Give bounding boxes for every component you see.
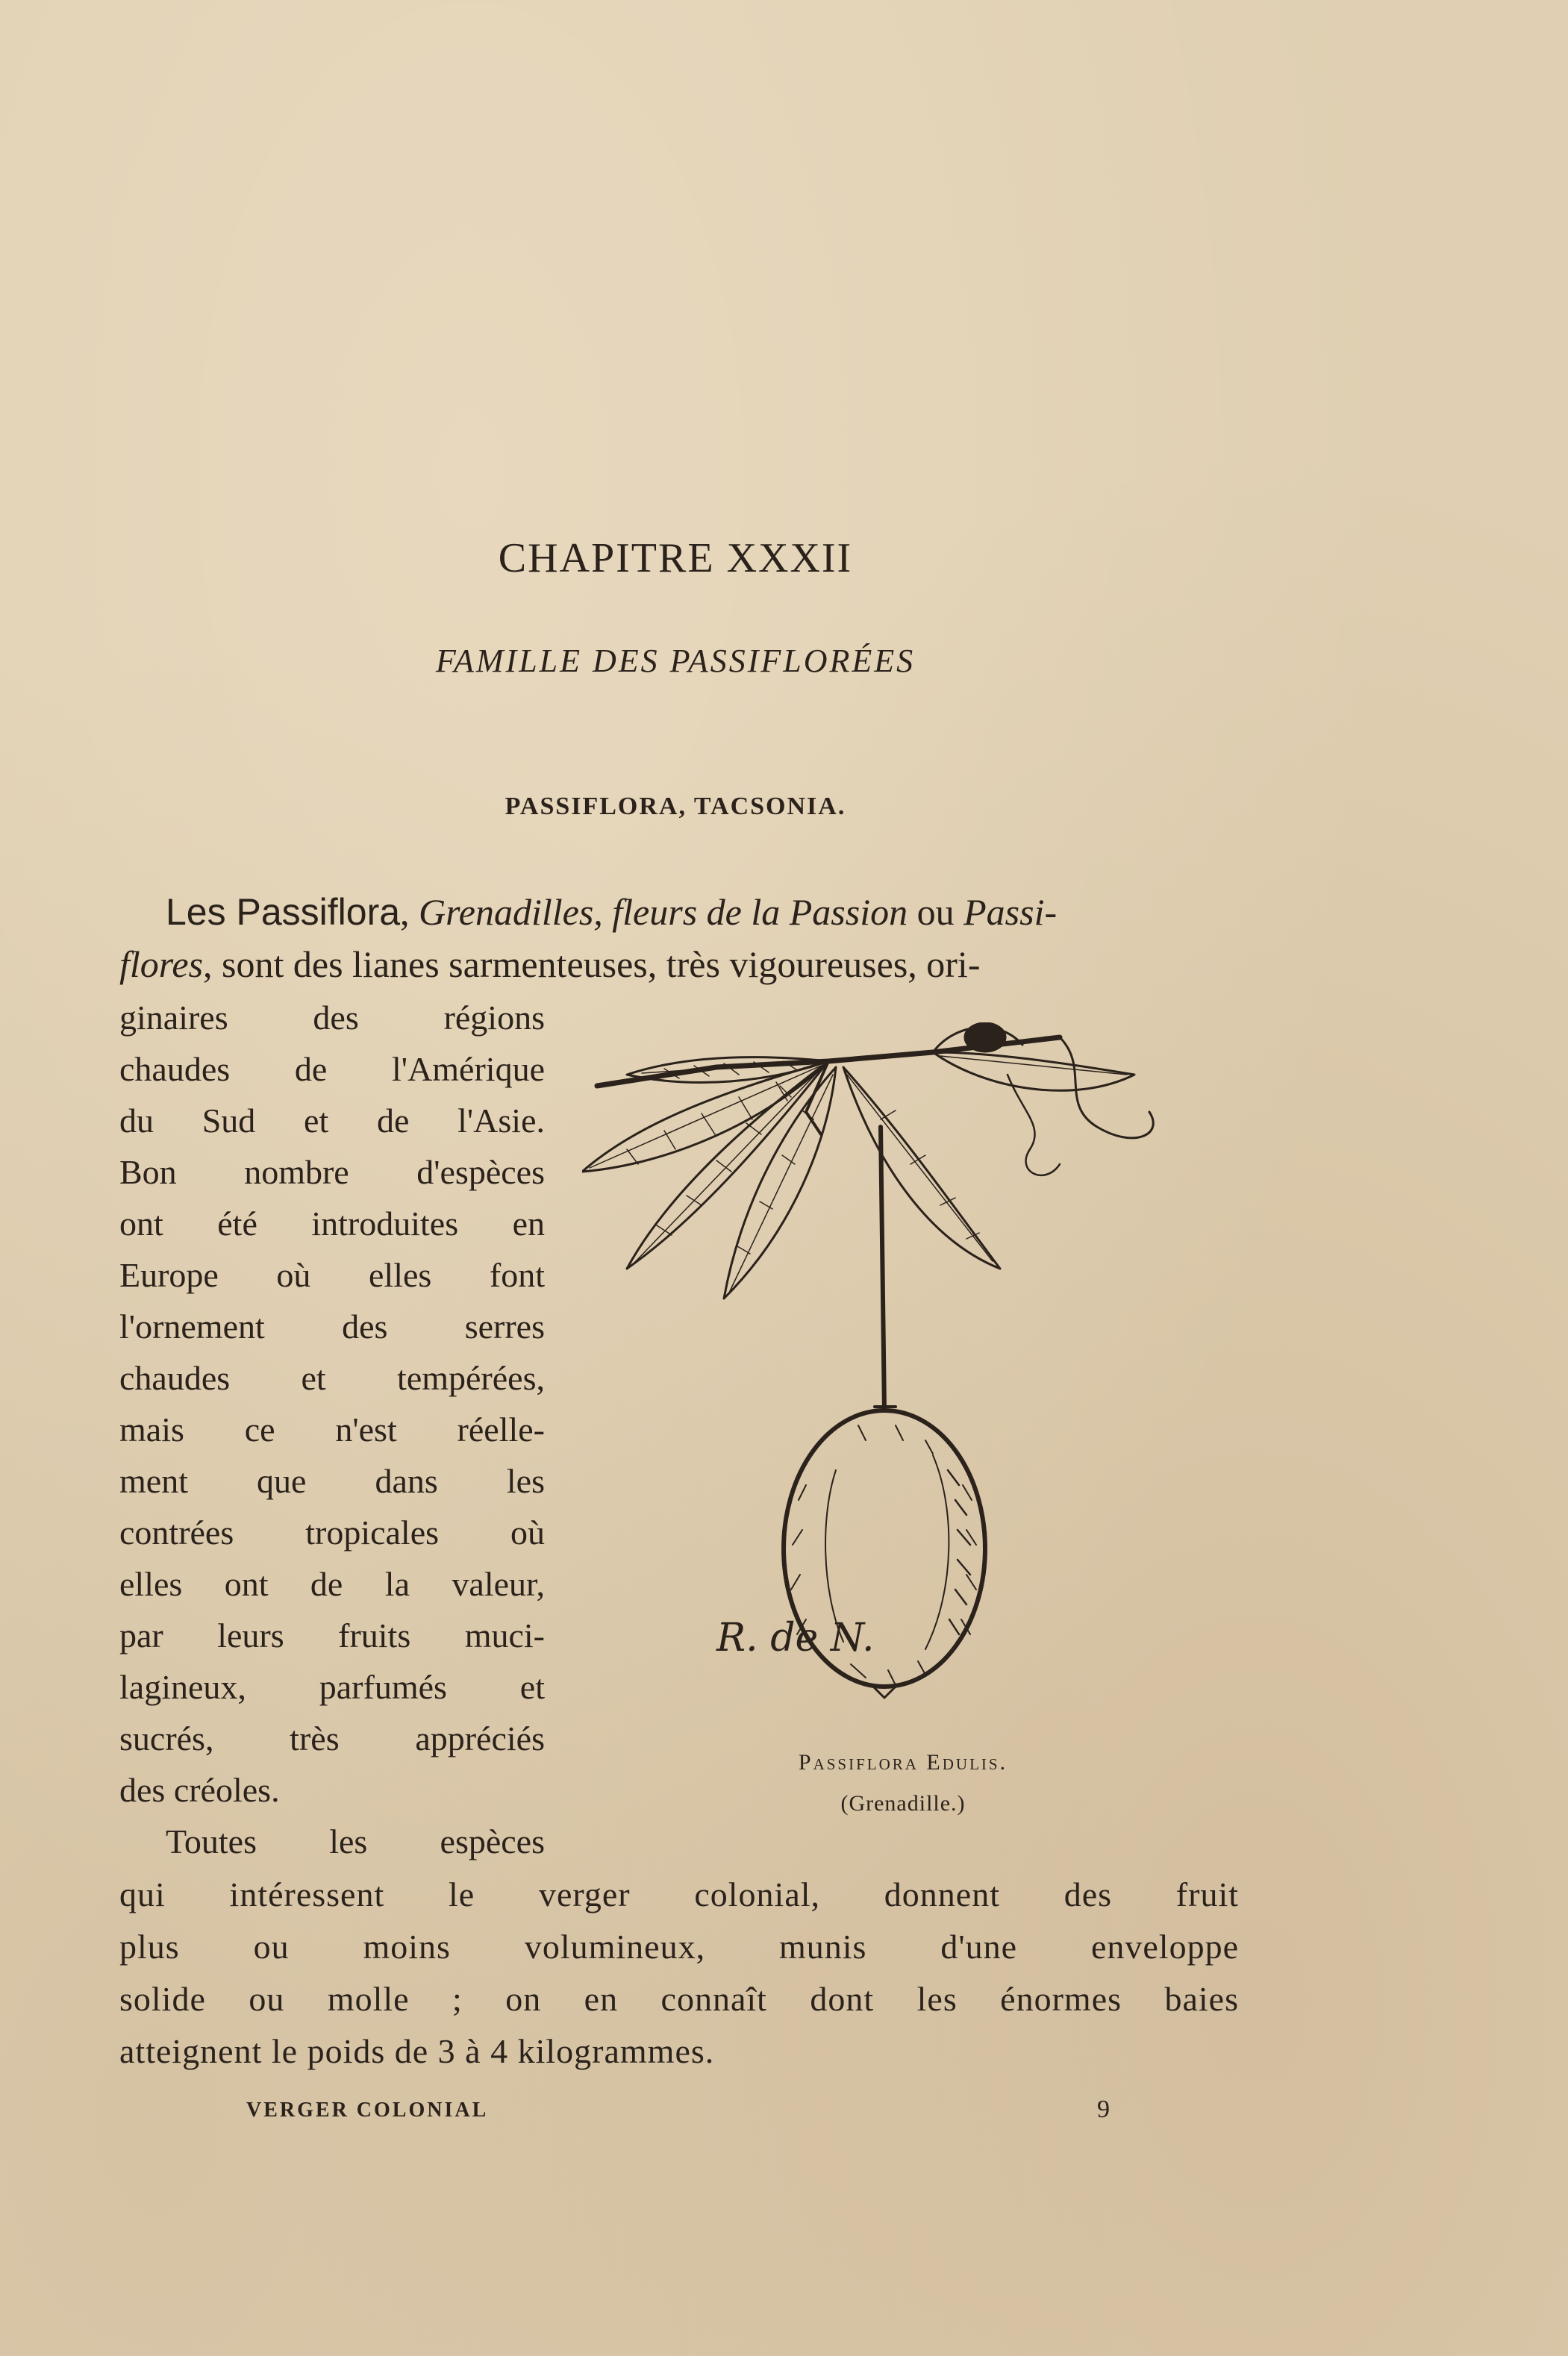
intro-line-1: Les Passiflora, Grenadilles, fleurs de la Passion ou Passi- [166, 891, 1058, 933]
body-line: contrées tropicales où [119, 1513, 545, 1552]
body-line: Bon nombre d'espèces [119, 1153, 545, 1191]
body-line: qui intéressent le verger colonial, donnent des fruit [119, 1875, 1239, 1913]
body-line: plus ou moins volumineux, munis d'une enveloppe [119, 1928, 1239, 1966]
body-line: mais ce n'est réelle- [119, 1410, 545, 1449]
body-line: ginaires des régions [119, 999, 545, 1037]
body-line: chaudes et tempérées, [119, 1359, 545, 1397]
passiflora-illustration [582, 1022, 1239, 1739]
body-line: des créoles. [119, 1771, 280, 1809]
body-line: atteignent le poids de 3 à 4 kilogrammes. [119, 2032, 715, 2070]
body-line: chaudes de l'Amérique [119, 1050, 545, 1088]
chapter-title: CHAPITRE XXXII [498, 535, 853, 581]
body-line: l'ornement des serres [119, 1307, 545, 1346]
body-line: ment que dans les [119, 1462, 545, 1500]
body-line: ont été introduites en [119, 1204, 545, 1243]
genera-heading: PASSIFLORA, TACSONIA. [505, 793, 846, 820]
signature-number: 9 [1097, 2096, 1110, 2123]
signature-mark: VERGER COLONIAL [246, 2099, 489, 2122]
figure-caption: Passiflora Edulis. [798, 1750, 1008, 1775]
figure-subcaption: (Grenadille.) [840, 1791, 966, 1816]
body-line: lagineux, parfumés et [119, 1668, 545, 1706]
genus-name: Les Passiflora [166, 891, 401, 933]
body-line: elles ont de la valeur, [119, 1565, 545, 1603]
intro-line-2: flores, sont des lianes sarmenteuses, très vigoureuses, ori- [119, 943, 981, 985]
body-line: Toutes les espèces [166, 1822, 545, 1860]
body-line: du Sud et de l'Asie. [119, 1102, 545, 1140]
body-line: par leurs fruits muci- [119, 1616, 545, 1654]
body-line: solide ou molle ; on en connaît dont les énormes baies [119, 1980, 1239, 2018]
body-line: Europe où elles font [119, 1256, 545, 1294]
common-names: Grenadilles, fleurs de la Passion [419, 891, 908, 933]
body-line: sucrés, très appréciés [119, 1719, 545, 1757]
artist-signature: R. de N. [716, 1616, 875, 1660]
family-subtitle: FAMILLE DES PASSIFLORÉES [435, 643, 916, 679]
